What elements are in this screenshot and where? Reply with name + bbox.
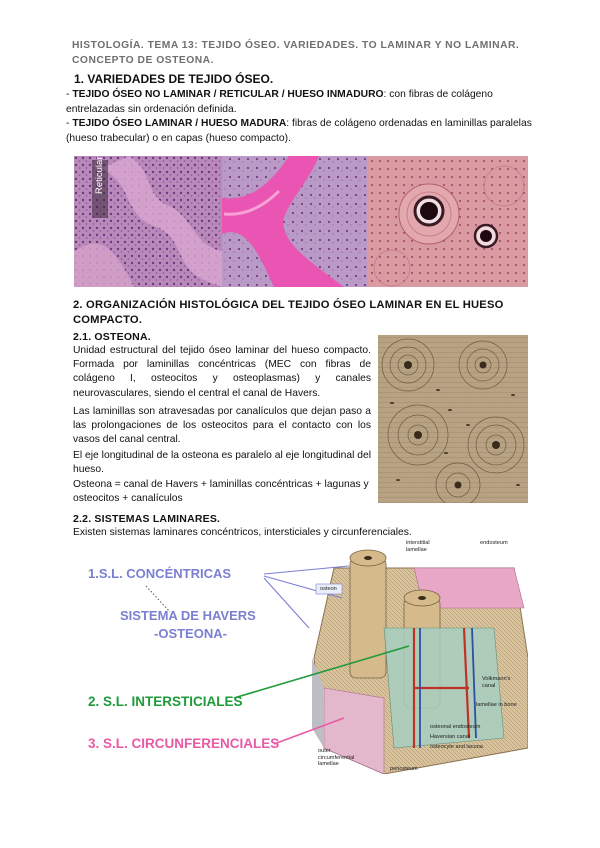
compact-bone-diagram: [84, 538, 528, 774]
osteona-paragraph-2: Las laminillas son atravesadas por canalículos que dejan paso a las prolongaciones de los osteocitos para el contacto con los vasos del canal central.: [73, 406, 371, 446]
section2-2-heading: 2.2. SISTEMAS LAMINARES.: [73, 513, 221, 525]
label-lamellae-in-bone: lamellae in bone: [476, 702, 517, 708]
label-interstitial-lamellae: interstitial lamellae: [406, 540, 430, 553]
definition-no-laminar: : con fibras de colágeno entrelazadas sin ordenación definida.: [66, 89, 493, 115]
label-outer-circumferential: outer circumferential lamellae: [318, 748, 355, 767]
section2-1-heading: 2.1. OSTEONA.: [73, 331, 151, 343]
osteona-paragraph-3: El eje longitudinal de la osteona es paralelo al eje longitudinal del hueso.: [73, 450, 371, 476]
definition-laminar: : fibras de colágeno ordenadas en laminillas paralelas (hueso trabecular) o en capas (hueso compacto).: [66, 118, 532, 144]
label-haversian-canal: Haversian canal: [430, 734, 471, 740]
osteona-formula: Osteona = canal de Havers + laminillas concéntricas + lagunas y osteocitos + canalículos: [73, 479, 369, 505]
section2-heading: 2. ORGANIZACIÓN HISTOLÓGICA DEL TEJIDO ÓSEO LAMINAR EN EL HUESO COMPACTO.: [73, 299, 504, 326]
reticular-label: Reticular: [94, 156, 105, 194]
label-volkmann: Volkmann's canal: [482, 676, 511, 689]
term-no-laminar: TEJIDO ÓSEO NO LAMINAR / RETICULAR / HUESO INMADURO: [72, 89, 384, 100]
osteon-micrograph: [378, 335, 528, 503]
osteona-paragraph-1: Unidad estructural del tejido óseo laminar del hueso compacto. Formada por laminillas concéntricas (MEC con fibras de colágeno I, osteocitos y osteoplasmas) y canales neurovasculares, siendo el central el canal de Havers.: [73, 345, 371, 399]
histology-images: [74, 156, 528, 287]
label-osteonal-endosteum: osteonal endosteum: [430, 724, 481, 730]
term-laminar: TEJIDO ÓSEO LAMINAR / HUESO MADURA: [72, 118, 287, 129]
sistemas-laminares-text: Existen sistemas laminares concéntricos, intersticiales y circunferenciales.: [73, 527, 412, 538]
label-sistema-havers: SISTEMA DE HAVERS: [120, 608, 256, 623]
document-header: HISTOLOGÍA. TEMA 13: TEJIDO ÓSEO. VARIEDADES. TO LAMINAR Y NO LAMINAR. CONCEPTO DE OSTEONA.: [72, 40, 520, 66]
label-osteona: -OSTEONA-: [154, 626, 227, 641]
label-osteon: osteon: [320, 586, 337, 592]
label-circunferenciales: 3. S.L. CIRCUNFERENCIALES: [88, 736, 280, 751]
list-item: - TEJIDO ÓSEO LAMINAR / HUESO MADURA: fibras de colágeno ordenadas en laminillas paralelas (hueso trabecular) o en capas (hueso compacto).: [66, 118, 532, 144]
section1-heading: 1. VARIEDADES DE TEJIDO ÓSEO.: [74, 72, 274, 86]
label-endosteum: endosteum: [480, 540, 508, 546]
label-periosteum: periosteum: [390, 766, 418, 772]
label-osteocyte-lacuna: osteocyte and lacuna: [430, 744, 483, 750]
list-item: - TEJIDO ÓSEO NO LAMINAR / RETICULAR / HUESO INMADURO: con fibras de colágeno entrelazadas sin ordenación definida.: [66, 89, 493, 115]
label-concentricas: 1.S.L. CONCÉNTRICAS: [88, 566, 232, 581]
label-intersticiales: 2. S.L. INTERSTICIALES: [88, 694, 243, 709]
